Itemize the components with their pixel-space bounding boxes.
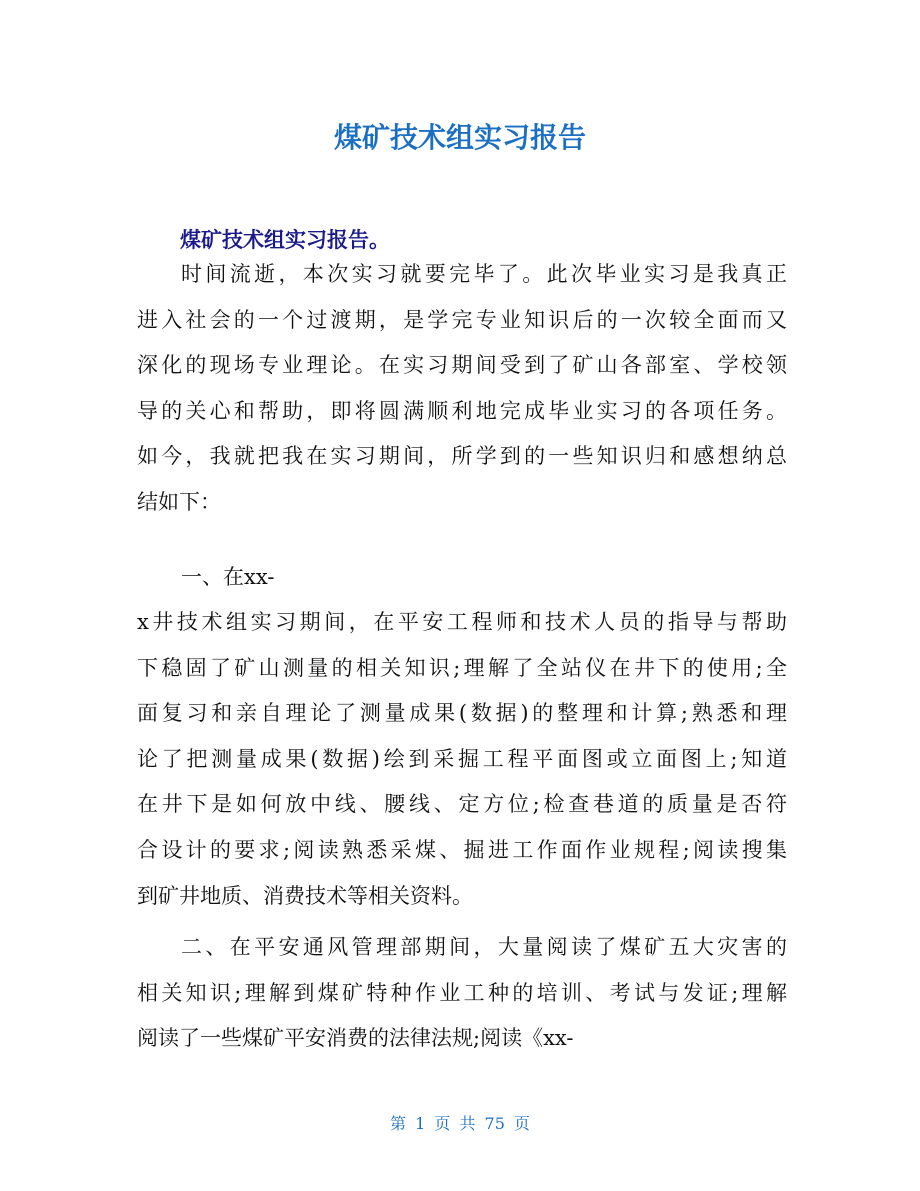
paragraph-line: 阅读了一些煤矿平安消费的法律法规;阅读《xx-: [137, 1026, 574, 1051]
paragraph-section-1-heading: [137, 555, 787, 601]
paragraph-line: 下稳固了矿山测量的相关知识;理解了全站仪在井下的使用;全: [137, 655, 787, 680]
paragraph-line: 相关知识;理解到煤矿特种作业工种的培训、考试与发证;理解: [137, 980, 787, 1005]
paragraph-section-2: [137, 925, 787, 1062]
paragraph-section-1-body: [137, 600, 787, 919]
paragraph-line: 在井下是如何放中线、腰线、定方位;检查巷道的质量是否符: [137, 792, 787, 817]
paragraph-line: 二、在平安通风管理部期间，大量阅读了煤矿五大灾害的: [181, 935, 787, 959]
paragraph-line: 一、在xx-: [181, 565, 275, 589]
paragraph-line: 深化的现场专业理论。在实习期间受到了矿山各部室、学校领: [137, 353, 787, 378]
paragraph-line: 如今，我就把我在实习期间，所学到的一些知识归和感想纳总: [137, 444, 787, 469]
paragraph-line: x井技术组实习期间，在平安工程师和技术人员的指导与帮助: [137, 610, 787, 634]
paragraph-line: 时间流逝，本次实习就要完毕了。此次毕业实习是我真正: [181, 262, 787, 286]
paragraph-line: 导的关心和帮助，即将圆满顺利地完成毕业实习的各项任务。: [137, 398, 787, 423]
paragraph-intro: [137, 252, 787, 526]
paragraph-line: 合设计的要求;阅读熟悉采煤、掘进工作面作业规程;阅读搜集: [137, 837, 787, 862]
paragraph-line: 面复习和亲自理论了测量成果(数据)的整理和计算;熟悉和理: [137, 701, 787, 726]
paragraph-line: 到矿井地质、消费技术等相关资料。: [137, 883, 473, 908]
paragraph-line: 论了把测量成果(数据)绘到采掘工程平面图或立面图上;知道: [137, 746, 787, 771]
page-title: 煤矿技术组实习报告: [333, 121, 586, 154]
section-heading: 煤矿技术组实习报告。: [180, 228, 390, 252]
paragraph-line: 进入社会的一个过渡期，是学完专业知识后的一次较全面而又: [137, 307, 787, 332]
page-number-footer: 第 1 页 共 75 页: [390, 1114, 530, 1133]
paragraph-line: 结如下：: [137, 489, 221, 514]
